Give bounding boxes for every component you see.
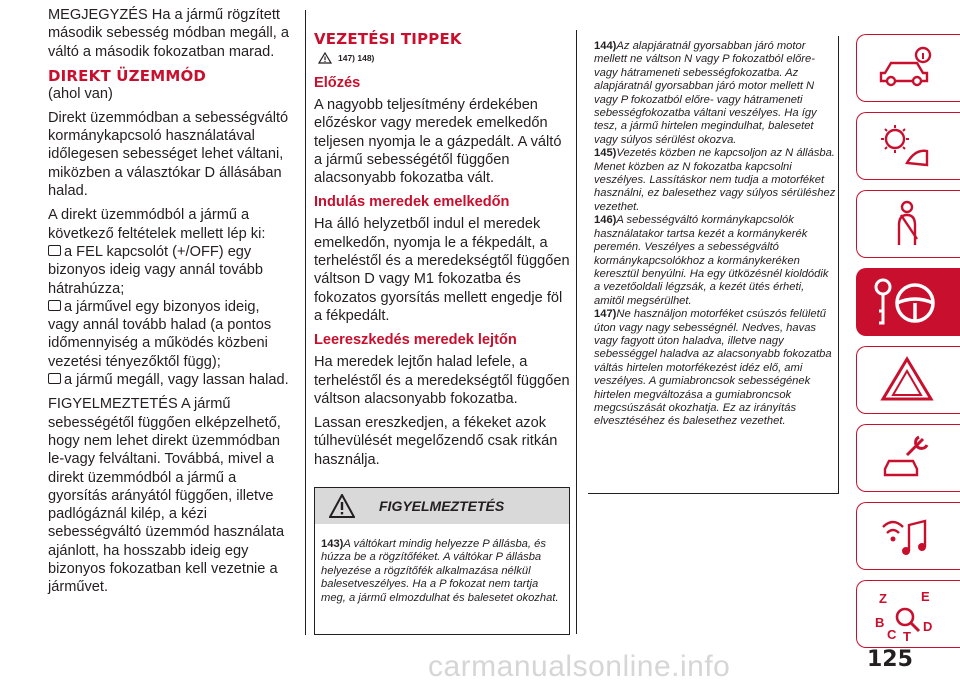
wrench-car-icon: [877, 433, 937, 483]
index-letter-z: Z: [879, 591, 887, 606]
dashboard-lights-icon: [877, 121, 937, 171]
index-letter-d: D: [923, 619, 933, 634]
list-item: 147)Ne használjon motorféket csúszós felületű úton vagy nagy sebességnél. Nedves, havas vagy fagyott úton haladva, illetve nagy sebességgel haladva az alacsonyabb fokozatba váltás hirtelen motorfékezést idéz elő, ami veszélyes. A gumiabroncsok sebességének hirtelen megváltozása a gumiabroncsok megcsúszását okozhatja. Ez az irányítás elvesztéséhez és balesethez vezethet.: [594, 308, 832, 428]
tab-index[interactable]: [856, 580, 960, 648]
warning-box-header: [315, 488, 569, 524]
list-item: a FEL kapcsolót (+/OFF) egy bizonyos ideig vagy annál tovább hátrahúzza;: [48, 243, 264, 297]
list-item: 144)Az alapjáratnál gyorsabban járó motor mellett ne váltson N vagy P fokozatból előre- vagy hátrameneti sebességfokozatba. Az alapjáratnál gyorsabban járó motor mellett N vagy P fokozatból előre- vagy hátrameneti sebességfokozatba váltani veszélyes. Ha így tesz, a jármű hirtelen megindulhat, balesetet vagy súlyos sérülést okozva.: [594, 40, 817, 146]
index-letter-t: T: [903, 629, 911, 643]
warning-triangle-icon: [329, 494, 355, 518]
column-middle: [314, 30, 570, 475]
list-item: a jármű megáll, vagy lassan halad.: [48, 371, 294, 389]
connectivity-music-icon: [877, 511, 937, 561]
index-letter-e: E: [921, 589, 930, 604]
seat-belt-icon: [877, 199, 937, 249]
direct-mode-description: Direkt üzemmódban a sebességváltó kormánykapcsoló használatával időlegesen sebességet lehet váltani, miközben a választókar D állásában halad.: [48, 109, 289, 200]
bullet-icon: [48, 300, 61, 311]
uphill-start-text: Ha álló helyzetből indul el meredek emelkedőn, nyomja le a fékpedált, a terheléstől és a meredekségtől függően váltson D vagy M1 fokozatba és fokozatos gyorsítás mellett engedje föl a fékpedált.: [314, 216, 570, 324]
tab-dashboard[interactable]: [856, 112, 960, 180]
warning-title: FIGYELMEZTETÉS: [379, 498, 505, 514]
list-item: a járművel egy bizonyos ideig, vagy annál tovább halad (a pontos időmennyiség a működés közbeni vezetési tényezőktől függ);: [48, 298, 272, 370]
tab-car-info[interactable]: [856, 34, 960, 102]
bullet-icon: [48, 245, 61, 256]
warnings-list: [594, 40, 836, 429]
section-subheading: (ahol van): [48, 85, 113, 102]
column-left: [48, 6, 294, 603]
exit-conditions-intro: A direkt üzemmódból a jármű a következő feltételek mellett lép ki:: [48, 207, 266, 242]
intro-note: MEGJEGYZÉS Ha a jármű rögzített második sebesség módban megáll, a váltó a második fokozatban marad.: [48, 7, 289, 60]
warning-body: 143)A váltókart mindig helyezze P állásba, és húzza be a rögzítőféket. A váltókar P állásba helyezése a rögzítőfék alkalmazása nélkül balesetveszélyes. Ha a P fokozat nem tartja meg, a jármű elmozdulhat és balesetet okozhat.: [321, 538, 559, 604]
tab-safety[interactable]: [856, 190, 960, 258]
watermark: carmanualsonline.info: [428, 650, 731, 683]
bullet-icon: [48, 373, 61, 384]
downhill-text-2: Lassan ereszkedjen, a fékeket azok túlhevülését megelőzendő csak ritkán használja.: [314, 415, 558, 468]
list-item: 146)A sebességváltó kormánykapcsolók használatakor tartsa kezét a kormánykerék peremén. Veszélyes a sebességváltó kormánykapcsolókhoz a kormánykeréken keresztül benyúlni. Ha egy ütközésnél kioldódik a vezetőoldali légzsák, a kezét ütés érheti, amitől megsérülhet.: [594, 214, 829, 307]
subsection-title-uphill-start: Indulás meredek emelkedőn: [314, 194, 510, 211]
section-heading-driving-tips: VEZETÉSI TIPPEK: [314, 30, 462, 48]
column-divider: [576, 30, 577, 634]
index-letter-c: C: [887, 627, 897, 642]
warning-triangle-icon: [877, 355, 937, 405]
warning-paragraph: FIGYELMEZTETÉS A jármű sebességétől függően elképzelhető, hogy nem lehet direkt üzemmódban le-vagy felváltani. Továbbá, mivel a direkt üzemmódból a jármű a gyorsítás arányától függően, illetve padlógáznál kilép, a kézi sebességváltó üzemmód használata ajánlott, ha hosszabb ideig egy bizonyos fokozatban kell vezetnie a járművet.: [48, 396, 285, 596]
page-number: 125: [867, 647, 913, 672]
column-divider: [305, 10, 306, 635]
tab-emergency[interactable]: [856, 346, 960, 414]
alphabet-index-icon: [873, 587, 943, 643]
downhill-text-1: Ha meredek lejtőn halad lefele, a terheléstől és a meredekségtől függően váltson alacsonyabb fokozatba.: [314, 354, 570, 407]
tab-starting-driving[interactable]: [856, 268, 960, 336]
overtaking-text: A nagyobb teljesítmény érdekében előzéskor vagy meredek emelkedőn teljesen nyomja le a gázpedált. A váltó a jármű sebességétől függően alacsonyabb fokozatba vált.: [314, 97, 562, 187]
subsection-title-downhill: Leereszkedés meredek lejtőn: [314, 332, 517, 349]
warning-box: [314, 487, 570, 635]
column-right: [580, 30, 836, 429]
section-heading-direct-mode: DIREKT ÜZEMMÓD: [48, 66, 207, 85]
tab-maintenance[interactable]: [856, 424, 960, 492]
reference-marks: 147) 148): [318, 52, 570, 64]
list-item: 145)Vezetés közben ne kapcsoljon az N állásba. Menet közben az N fokozatba kapcsolni veszélyes. Lassításkor nem tudja a motorféket használni, ez balesethez vagy súlyos sérüléshez vezethet.: [594, 147, 836, 213]
index-letter-b: B: [875, 615, 885, 630]
car-info-icon: [877, 43, 937, 93]
subsection-title-overtaking: Előzés: [314, 75, 361, 91]
warning-small-icon: [318, 52, 332, 64]
tab-multimedia[interactable]: [856, 502, 960, 570]
key-steering-wheel-icon: [871, 277, 941, 329]
